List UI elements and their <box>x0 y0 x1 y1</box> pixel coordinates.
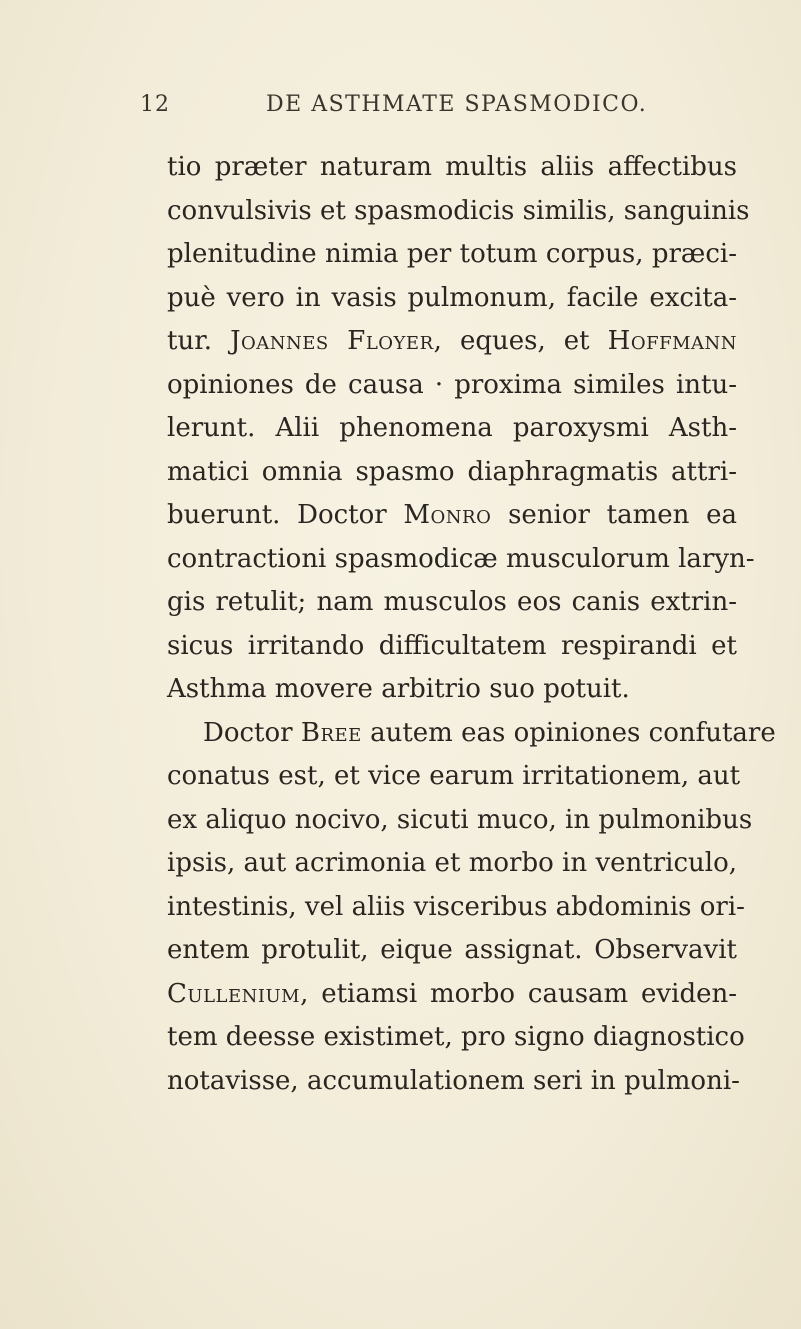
page-header <box>140 84 700 124</box>
text-line <box>167 494 737 538</box>
text-line: puè vero in vasis pulmonum, facile excita- <box>167 282 737 313</box>
text-line <box>167 320 737 364</box>
text-segment: , etiamsi morbo causam eviden- <box>300 978 737 1009</box>
text-line: matici omnia spasmo diaphragmatis attri- <box>167 456 737 487</box>
text-line: gis retulit; nam musculos eos canis extrin- <box>167 587 737 617</box>
page-number: 12 <box>140 92 170 117</box>
text-line: convulsivis et spasmodicis similis, sanguinis <box>167 195 750 226</box>
text-line: contractioni spasmodicæ musculorum laryn- <box>167 543 755 574</box>
small-caps-name: Joannes Floyer <box>230 326 434 356</box>
text-line <box>167 973 737 1017</box>
text-line: Asthma movere arbitrio suo potuit. <box>167 674 630 704</box>
text-line: tem deesse existimet, pro signo diagnostico <box>167 1022 745 1052</box>
text-line: opiniones de causa · proxima similes intu- <box>167 369 737 400</box>
text-line: intestinis, vel aliis visceribus abdominis ori- <box>167 891 745 922</box>
text-line: ipsis, aut acrimonia et morbo in ventriculo, <box>167 848 737 878</box>
text-line: plenitudine nimia per totum corpus, præci- <box>167 239 737 269</box>
text-line: entem protulit, eique assignat. Observavit <box>167 935 737 965</box>
text-segment: buerunt. Doctor <box>167 500 404 530</box>
text-line: ex aliquo nocivo, sicuti muco, in pulmonibus <box>167 804 753 835</box>
text-line: lerunt. Alii phenomena paroxysmi Asth- <box>167 413 737 443</box>
text-segment: Doctor <box>203 717 301 748</box>
small-caps-name: Monro <box>403 500 492 530</box>
text-line: tio præter naturam multis aliis affectibus <box>167 152 737 182</box>
text-segment: , eques, et <box>433 326 608 356</box>
body-text <box>167 146 776 1103</box>
text-line: conatus est, et vice earum irritationem, aut <box>167 761 741 791</box>
text-segment: tur. <box>167 326 231 356</box>
small-caps-name: Cullenium <box>167 978 301 1009</box>
text-line: sicus irritando difficultatem respirandi et <box>167 630 737 661</box>
text-line: notavisse, accumulationem seri in pulmoni- <box>167 1065 740 1096</box>
text-line <box>167 712 776 756</box>
small-caps-name: Bree <box>300 717 362 748</box>
running-title: DE ASTHMATE SPASMODICO. <box>266 92 648 117</box>
small-caps-name: Hoffmann <box>607 326 737 356</box>
text-segment: autem eas opiniones confutare <box>361 717 776 748</box>
text-segment: senior tamen ea <box>491 500 737 530</box>
